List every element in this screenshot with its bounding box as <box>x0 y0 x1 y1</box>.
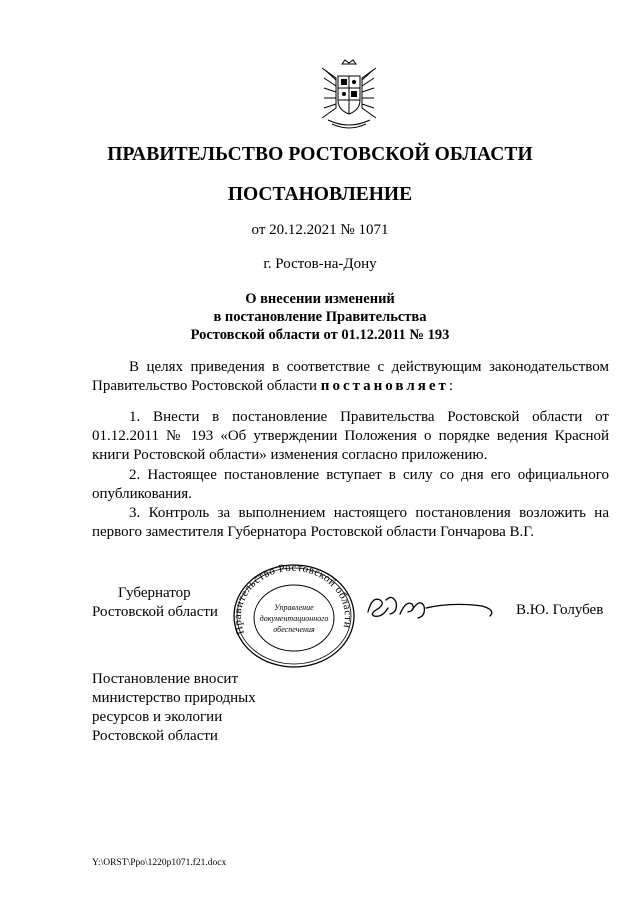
preamble-text: В целях приведения в соответствие с действующим законодательством Правительство Ростовской области <box>92 359 609 394</box>
document-subject <box>0 290 640 344</box>
coat-of-arms-emblem <box>316 58 382 130</box>
item-1-paragraph: 1. Внести в постановление Правительства Ростовской области от 01.12.2011 № 193 «Об утверждении Положения о порядке ведения Красной книги Ростовской области» изменения согласно приложению. <box>92 409 609 463</box>
subject-line-1: О внесении изменений <box>245 291 395 307</box>
document-type: ПОСТАНОВЛЕНИЕ <box>227 184 413 205</box>
stamp-inner-line-1: Управление <box>274 603 314 612</box>
handwritten-signature <box>362 590 502 624</box>
footer-file-path: Y:\ORST\Ppo\1220p1071.f21.docx <box>92 858 227 868</box>
subject-line-2: в постановление Правительства <box>213 309 427 325</box>
government-title: ПРАВИТЕЛЬСТВО РОСТОВСКОЙ ОБЛАСТИ <box>107 144 533 165</box>
item-3-paragraph: 3. Контроль за выполнением настоящего постановления возложить на первого заместителя Губернатора Ростовской области Гончарова В.Г. <box>92 505 609 540</box>
stamp-inner-line-3: обеспечения <box>273 625 315 634</box>
preamble-end: : <box>448 378 454 394</box>
official-stamp <box>228 560 358 670</box>
stamp-inner-line-2: документационного <box>259 614 329 623</box>
introducer-line-4: Ростовской области <box>92 728 218 744</box>
signatory-role-line-2: Ростовской области <box>92 604 218 620</box>
introducer-line-3: ресурсов и экологии <box>92 709 223 725</box>
introducer-line-2: министерство природных <box>92 690 256 706</box>
item-2-paragraph: 2. Настоящее постановление вступает в силу со дня его официального опубликования. <box>92 467 609 502</box>
preamble-paragraph <box>92 358 609 396</box>
signatory-role <box>92 584 218 622</box>
introducer-line-1: Постановление вносит <box>92 671 239 687</box>
signatory-role-line-1: Губернатор <box>118 585 191 601</box>
subject-line-3: Ростовской области от 01.12.2011 № 193 <box>190 327 450 343</box>
stamp-outer-text: Правительство Ростовской области <box>231 561 354 637</box>
preamble-verb: постановляет <box>320 378 449 394</box>
introducer-block <box>92 670 256 746</box>
document-city: г. Ростов-на-Дону <box>263 256 377 272</box>
document-date-number: от 20.12.2021 № 1071 <box>251 222 389 238</box>
signatory-name: В.Ю. Голубев <box>516 602 604 618</box>
